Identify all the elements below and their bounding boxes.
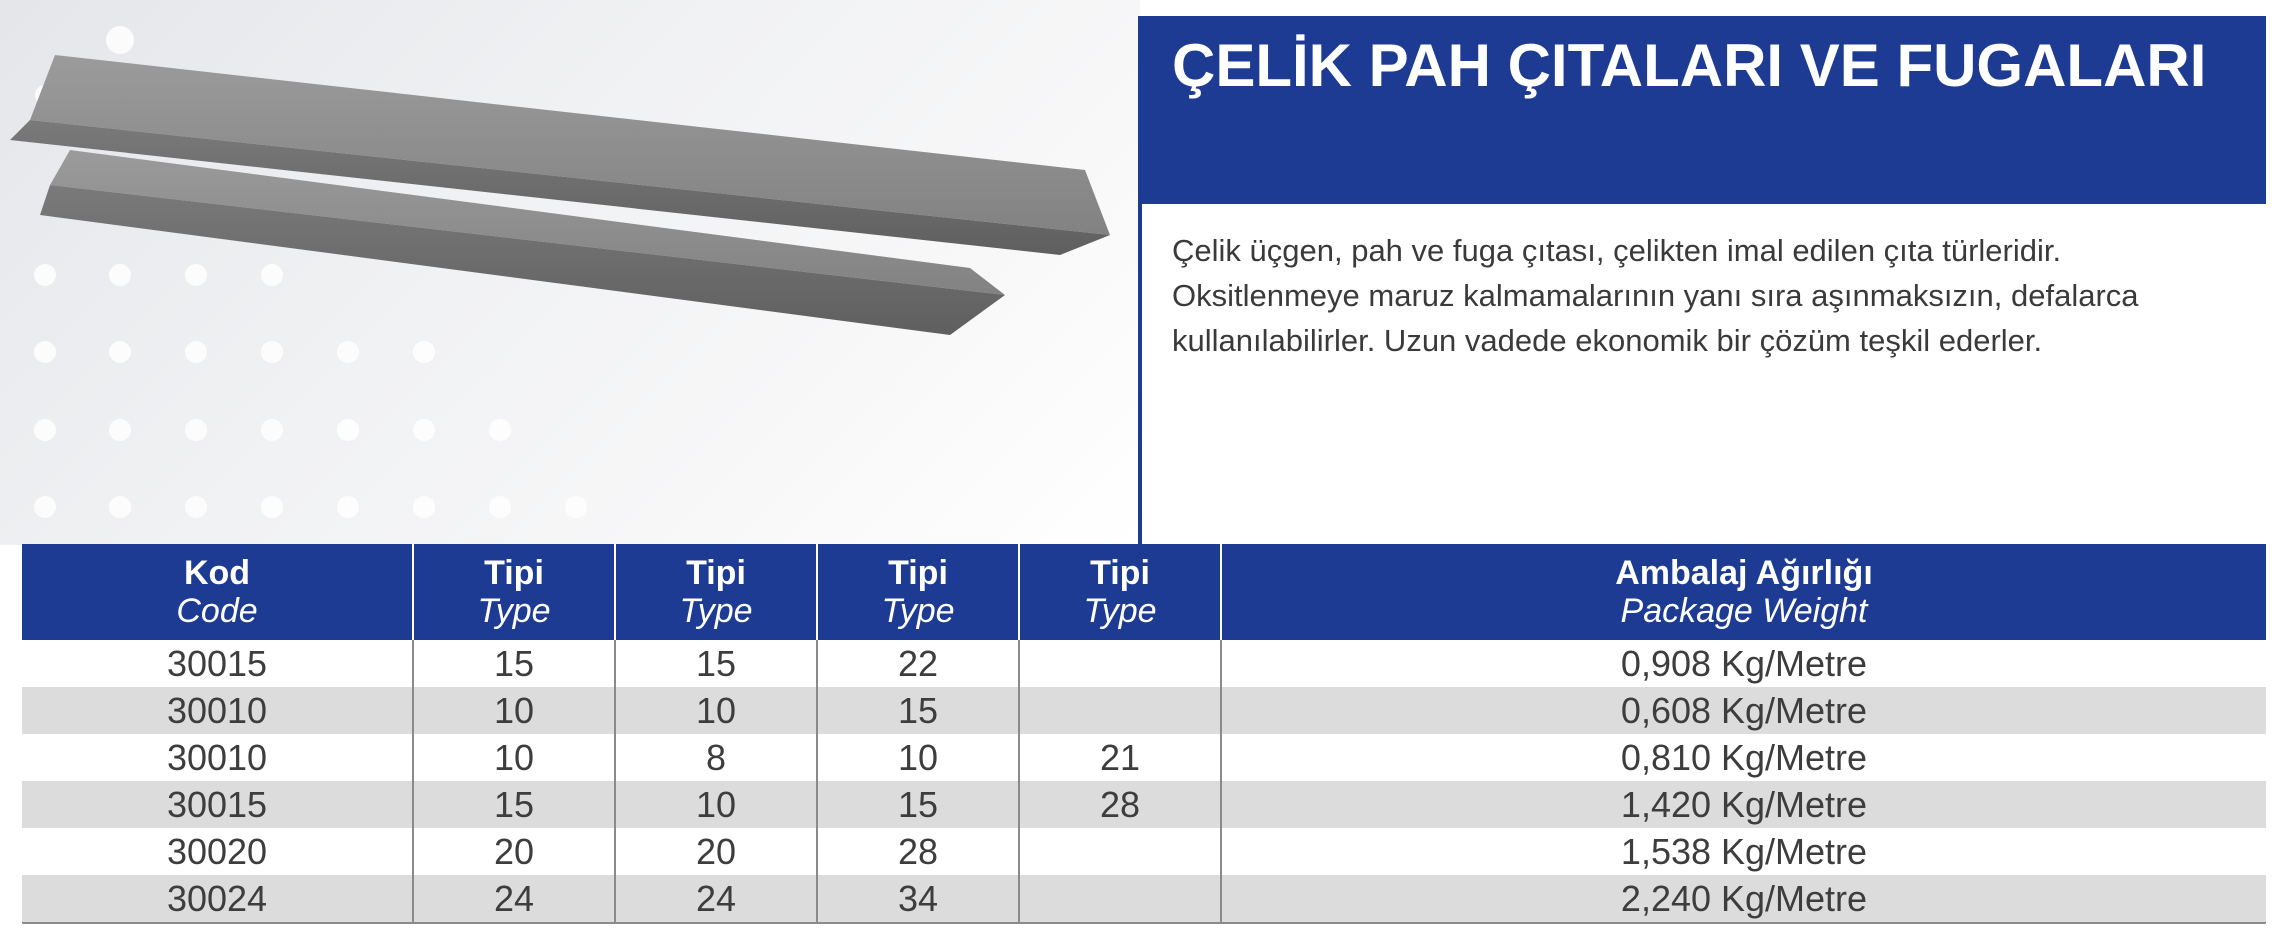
cell-weight: 1,420 Kg/Metre [1221, 781, 2266, 828]
cell-type: 10 [413, 734, 615, 781]
steel-bars-illustration [0, 0, 1140, 545]
cell-code: 30015 [166, 642, 268, 684]
cell-type: 10 [615, 687, 817, 734]
cell-type: 22 [817, 640, 1019, 687]
cell-type: 15 [817, 781, 1019, 828]
header-type: Tipi Type [817, 544, 1019, 640]
cell-type: 15 [413, 781, 615, 828]
cell-type: 20 [615, 828, 817, 875]
header-type: Tipi Type [615, 544, 817, 640]
header-type: Tipi Type [413, 544, 615, 640]
table-header-row [22, 544, 2266, 640]
cell-type [1019, 875, 1221, 923]
cell-weight: 1,538 Kg/Metre [1221, 828, 2266, 875]
table-row [22, 875, 2266, 923]
cell-type: 8 [615, 734, 817, 781]
table-row [22, 828, 2266, 875]
header-package-weight: Ambalaj Ağırlığı Package Weight [1221, 544, 2266, 640]
cell-type: 10 [817, 734, 1019, 781]
description: Çelik üçgen, pah ve fuga çıtası, çelikten imal edilen çıta türleridir. Oksitlenmeye maruz kalmamalarının yanı sıra aşınmaksızın, defalarca kullanılabilirler. Uzun vadede ekonomik bir çözüm teşkil ederler. [1172, 233, 2139, 358]
cell-type: 15 [817, 687, 1019, 734]
header-code: Kod Code [22, 544, 413, 640]
cell-type: 20 [413, 828, 615, 875]
product-photo [0, 0, 1140, 545]
cell-code: 30024 [22, 875, 413, 923]
cell-type: 34 [817, 875, 1019, 923]
cell-weight: 2,240 Kg/Metre [1221, 875, 2266, 923]
cell-weight: 0,608 Kg/Metre [1221, 687, 2266, 734]
cell-type [1019, 687, 1221, 734]
table-row [22, 687, 2266, 734]
cell-code: 30010 [166, 736, 268, 778]
cell-type [1019, 828, 1221, 875]
table-row [22, 734, 2266, 781]
cell-type: 24 [413, 875, 615, 923]
cell-type [1019, 640, 1221, 687]
cell-weight: 0,908 Kg/Metre [1221, 640, 2266, 687]
spec-table [22, 544, 2266, 924]
cell-type: 15 [413, 640, 615, 687]
cell-type: 21 [1019, 734, 1221, 781]
page-title: ÇELİK PAH ÇITALARI VE FUGALARI [1172, 32, 2207, 99]
cell-type: 28 [817, 828, 1019, 875]
cell-type: 24 [615, 875, 817, 923]
cell-code: 30015 [22, 781, 413, 828]
cell-code: 30010 [22, 687, 413, 734]
table-row [22, 781, 2266, 828]
divider [1138, 204, 1142, 546]
cell-type: 28 [1019, 781, 1221, 828]
header-type: Tipi Type [1019, 544, 1221, 640]
cell-code: 30020 [166, 830, 268, 872]
cell-weight: 0,810 Kg/Metre [1221, 734, 2266, 781]
table-row [22, 640, 2266, 687]
title-banner [1138, 16, 2266, 204]
cell-type: 10 [615, 781, 817, 828]
cell-type: 10 [413, 687, 615, 734]
cell-type: 15 [615, 640, 817, 687]
